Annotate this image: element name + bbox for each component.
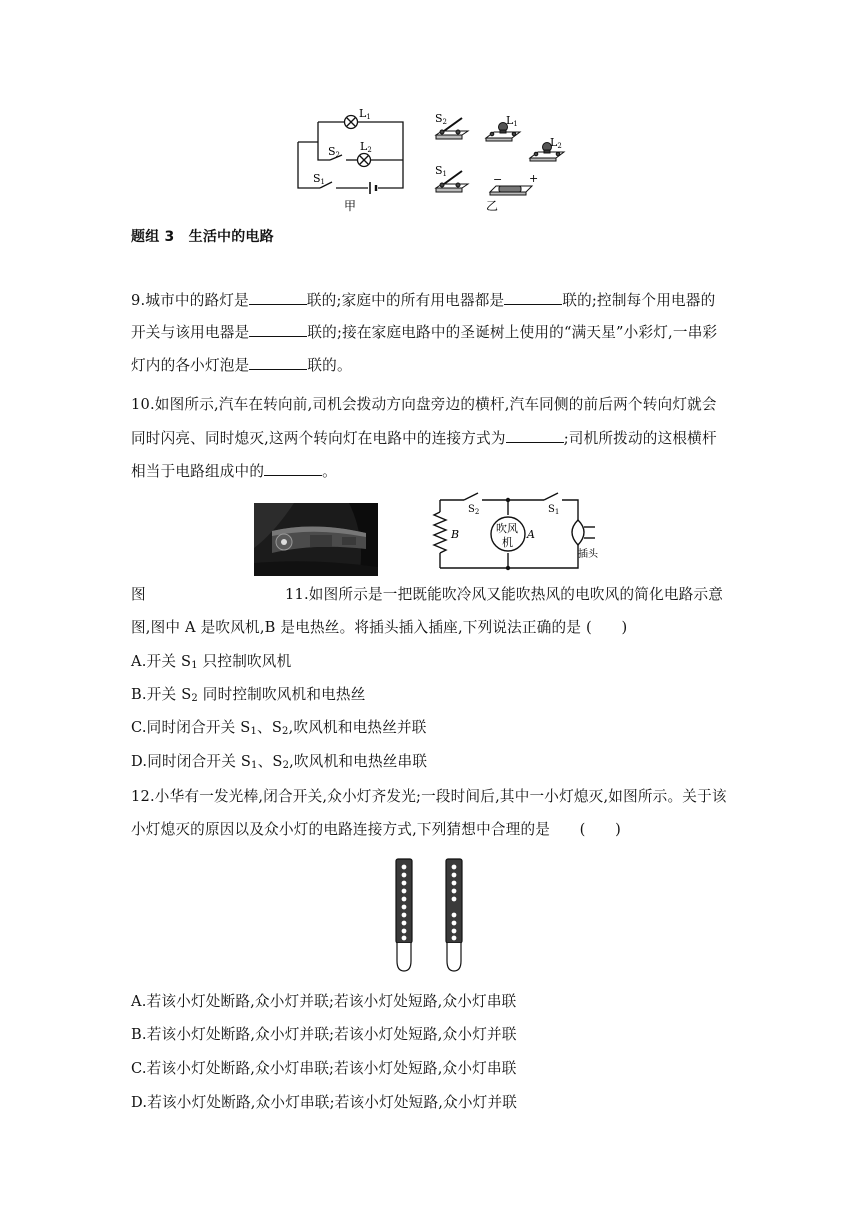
label-L2: L2 xyxy=(360,140,372,154)
label-minus: − xyxy=(493,173,503,186)
q9-line-2: 开关与该用电器是 联的;接在家庭电路中的圣诞树上使用的“满天星”小彩灯,一串彩 xyxy=(131,324,718,341)
label-plus: + xyxy=(529,172,539,185)
label-plug: 插头 xyxy=(578,549,598,560)
figure-label-yi: 乙 xyxy=(486,199,499,213)
q12-line-2: 小灯熄灭的原因以及众小灯的电路连接方式,下列猜想中合理的是 ( ) xyxy=(131,821,622,838)
label-S2-real: S2 xyxy=(435,112,448,126)
label-S1: S1 xyxy=(313,172,326,186)
motor-label-line2: 机 xyxy=(502,536,513,549)
q9-line-1: 9.城市中的路灯是 联的;家庭中的所有用电器都是 联的;控制每个用电器的 xyxy=(131,292,716,309)
car-lever-photo xyxy=(254,503,378,576)
motor-label-line1: 吹风 xyxy=(496,522,518,535)
q9-line-3: 灯内的各小灯泡是 联的。 xyxy=(131,357,352,374)
section-heading: 题组 3 生活中的电路 xyxy=(131,229,274,245)
circuit-figure-top xyxy=(290,100,580,215)
hair-dryer-circuit xyxy=(430,490,610,580)
answer-blank[interactable] xyxy=(504,290,562,305)
q10-line-2: 同时闪亮、同时熄灭,这两个转向灯在电路中的连接方式为 ;司机所拨动的这根横杆 xyxy=(131,430,717,447)
q12-option-a[interactable]: A.若该小灯处断路,众小灯并联;若该小灯处短路,众小灯串联 xyxy=(131,993,517,1010)
q11-fig-label: 图 xyxy=(131,586,146,603)
label-S2-circuit: $S_2$ xyxy=(468,504,480,516)
q11-line-2: 图,图中 A 是吹风机,B 是电热丝。将插头插入插座,下列说法正确的是 ( ) xyxy=(131,619,628,636)
label-L1-real: L1 xyxy=(506,114,518,128)
answer-blank[interactable] xyxy=(506,428,564,443)
q11-line-1: 11.如图所示是一把既能吹冷风又能吹热风的电吹风的简化电路示意 xyxy=(285,586,724,603)
answer-blank[interactable] xyxy=(249,322,307,337)
q11-option-a[interactable]: A.开关 $S_1$ 只控制吹风机 xyxy=(131,653,292,671)
answer-blank[interactable] xyxy=(249,355,307,370)
label-S1-circuit: $S_1$ xyxy=(548,504,560,516)
q12-option-c[interactable]: C.若该小灯处断路,众小灯串联;若该小灯处短路,众小灯串联 xyxy=(131,1060,517,1077)
label-A: A xyxy=(527,528,535,541)
q11-option-b[interactable]: B.开关 $S_2$ 同时控制吹风机和电热丝 xyxy=(131,686,366,704)
q10-line-1: 10.如图所示,汽车在转向前,司机会拨动方向盘旁边的横杆,汽车同侧的前后两个转向灯就会 xyxy=(131,396,717,413)
answer-blank[interactable] xyxy=(249,290,307,305)
q10-line-3: 相当于电路组成中的 。 xyxy=(131,463,337,480)
label-S2: S2 xyxy=(328,145,341,159)
label-L2-real: L2 xyxy=(550,136,562,150)
answer-blank[interactable] xyxy=(264,461,322,476)
q12-option-d[interactable]: D.若该小灯处断路,众小灯串联;若该小灯处短路,众小灯并联 xyxy=(131,1094,518,1111)
q12-option-b[interactable]: B.若该小灯处断路,众小灯并联;若该小灯处短路,众小灯并联 xyxy=(131,1026,517,1043)
q12-line-1: 12.小华有一发光棒,闭合开关,众小灯齐发光;一段时间后,其中一小灯熄灭,如图所示。关于该 xyxy=(131,788,727,805)
label-B: B xyxy=(451,528,460,541)
label-L1: L1 xyxy=(359,107,371,121)
q11-option-d[interactable]: D.同时闭合开关 $S_1$、$S_2$,吹风机和电热丝串联 xyxy=(131,753,428,771)
label-S1-real: S1 xyxy=(435,164,448,178)
q11-option-c[interactable]: C.同时闭合开关 $S_1$、$S_2$,吹风机和电热丝并联 xyxy=(131,719,427,737)
figure-label-jia: 甲 xyxy=(344,199,357,213)
light-sticks-figure xyxy=(388,857,468,975)
